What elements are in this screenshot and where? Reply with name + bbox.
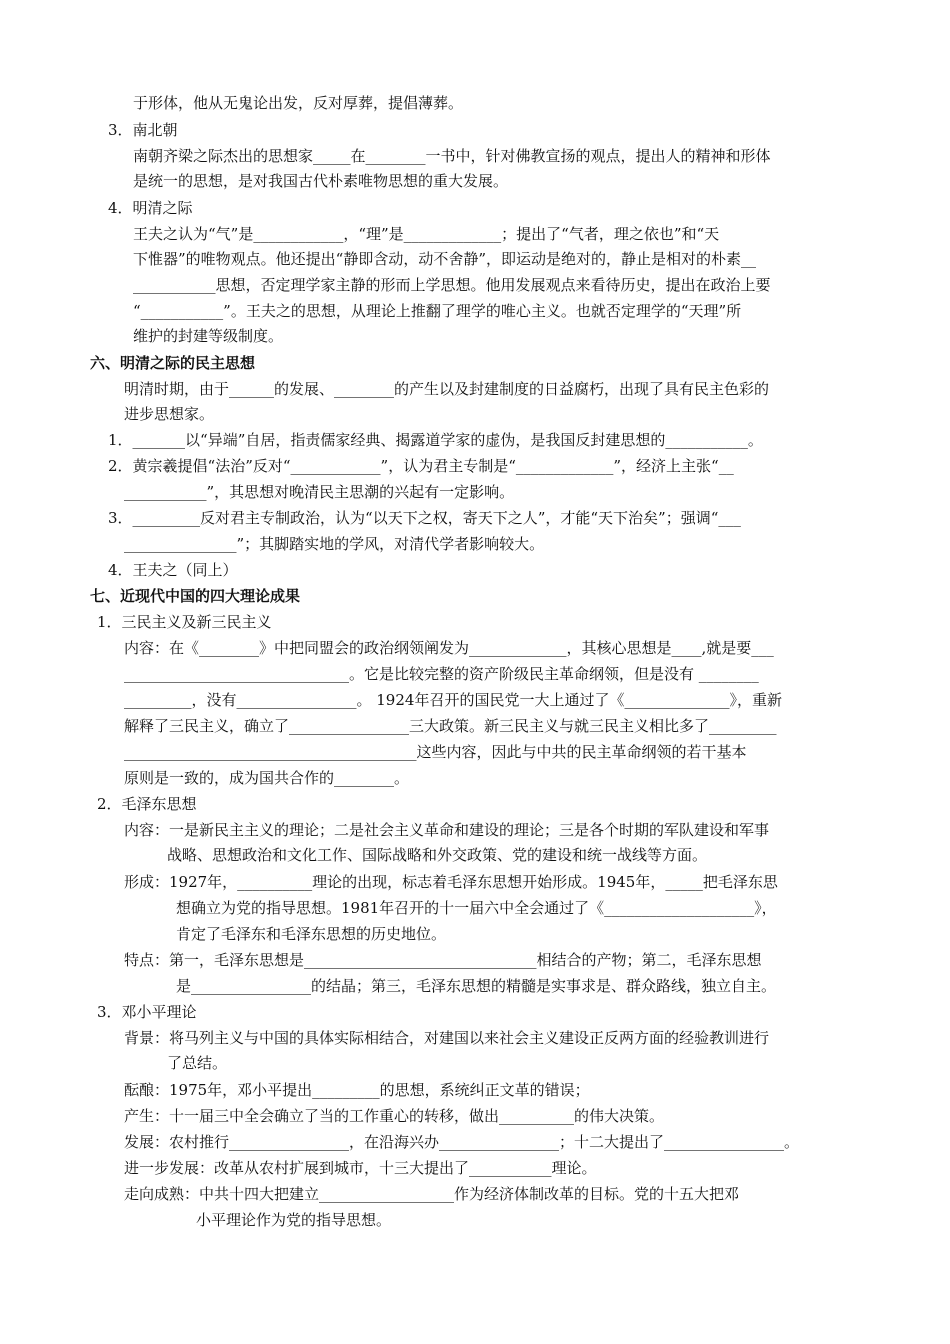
text-line: 小平理论作为党的指导思想。 bbox=[196, 1211, 392, 1229]
text-line: 特点：第一，毛泽东思想是_______________________________相结合的产物；第二，毛泽东思想 bbox=[124, 951, 762, 969]
text-line: _______________________________________这些内容，因此与中共的民主革命纲领的若干基本 bbox=[124, 743, 747, 761]
text-line: 走向成熟：中共十四大把建立__________________作为经济体制改革的目标。党的十五大把邓 bbox=[124, 1185, 740, 1203]
text-line: 2．毛泽东思想 bbox=[97, 795, 197, 813]
text-line: 4．王夫之（同上） bbox=[108, 561, 238, 579]
text-line: 于形体，他从无鬼论出发，反对厚葬，提倡薄葬。 bbox=[133, 94, 464, 112]
text-line: 酝酿：1975年，邓小平提出_________的思想，系统纠正文革的错误； bbox=[124, 1081, 590, 1099]
text-line: ___________”，其思想对晚清民主思潮的兴起有一定影响。 bbox=[124, 483, 515, 501]
text-line: 维护的封建等级制度。 bbox=[133, 327, 284, 345]
text-line: ___________思想，否定理学家主静的形而上学思想。他用发展观点来看待历史，提出在政治上要 bbox=[133, 276, 771, 294]
text-line: 产生：十一届三中全会确立了当的工作重心的转移，做出__________的伟大决策。 bbox=[124, 1107, 665, 1125]
text-line: 想确立为党的指导思想。1981年召开的十一届六中全会通过了《____________________》， bbox=[176, 899, 777, 917]
text-line: 内容：一是新民主主义的理论；二是社会主义革命和建设的理论；三是各个时期的军队建设和军事 bbox=[124, 821, 770, 839]
text-line: 进步思想家。 bbox=[124, 405, 215, 423]
text-line: 4．明清之际 bbox=[108, 199, 193, 217]
text-line: 王夫之认为“气”是____________，“理”是_____________；提出了“气者，理之依也”和“天 bbox=[133, 225, 720, 243]
text-line: 发展：农村推行________________，在沿海兴办________________；十二大提出了________________。 bbox=[124, 1133, 800, 1151]
text-line: 3．南北朝 bbox=[108, 121, 178, 139]
text-line: 3．_________反对君主专制政治，认为“以天下之权，寄天下之人”，才能“天下治矣”；强调“___ bbox=[108, 509, 741, 527]
text-line: 3．邓小平理论 bbox=[97, 1003, 197, 1021]
text-line: _________，没有________________。 1924年召开的国民党一大上通过了《______________》，重新 bbox=[124, 691, 782, 709]
text-line: 1．三民主义及新三民主义 bbox=[97, 613, 272, 631]
text-line: 原则是一致的，成为国共合作的________。 bbox=[124, 769, 410, 787]
text-line: 内容：在《________》中把同盟会的政治纲领阐发为_____________，其核心思想是____,就是要___ bbox=[124, 639, 774, 657]
section-heading: 六、明清之际的民主思想 bbox=[90, 354, 256, 372]
text-line: _______________”；其脚踏实地的学风，对清代学者影响较大。 bbox=[124, 535, 545, 553]
text-line: 1．_______以“异端”自居，指责儒家经典、揭露道学家的虚伪，是我国反封建思想的___________。 bbox=[108, 431, 763, 449]
text-line: 了总结。 bbox=[167, 1054, 228, 1072]
text-line: 形成：1927年，__________理论的出现，标志着毛泽东思想开始形成。1945年，_____把毛泽东思 bbox=[124, 873, 778, 891]
text-line: 是________________的结晶；第三，毛泽东思想的精髓是实事求是、群众路线，独立自主。 bbox=[176, 977, 777, 995]
text-line: 战略、思想政治和文化工作、国际战略和外交政策、党的建设和统一战线等方面。 bbox=[167, 846, 708, 864]
text-line: 肯定了毛泽东和毛泽东思想的历史地位。 bbox=[176, 925, 447, 943]
text-line: 解释了三民主义，确立了________________三大政策。新三民主义与就三民主义相比多了_________ bbox=[124, 717, 777, 735]
text-line: 明清时期，由于______的发展、________的产生以及封建制度的日益腐朽，出现了具有民主色彩的 bbox=[124, 380, 770, 398]
text-line: 2．黄宗羲提倡“法治”反对“____________”，认为君主专制是“_____________”，经济上主张“__ bbox=[108, 457, 734, 475]
text-line: ______________________________。它是比较完整的资产阶级民主革命纲领，但是没有 ________ bbox=[124, 665, 759, 683]
text-line: “___________”。王夫之的思想，从理论上推翻了理学的唯心主义。也就否定理学的“天理”所 bbox=[133, 302, 742, 320]
text-line: 进一步发展：改革从农村扩展到城市，十三大提出了___________理论。 bbox=[124, 1159, 597, 1177]
text-line: 背景：将马列主义与中国的具体实际相结合，对建国以来社会主义建设正反两方面的经验教训进行 bbox=[124, 1029, 770, 1047]
section-heading: 七、近现代中国的四大理论成果 bbox=[90, 587, 301, 605]
text-line: 下惟器”的唯物观点。他还提出“静即含动，动不舍静”，即运动是绝对的，静止是相对的朴素__ bbox=[133, 250, 757, 268]
text-line: 是统一的思想，是对我国古代朴素唯物思想的重大发展。 bbox=[133, 172, 509, 190]
text-line: 南朝齐梁之际杰出的思想家_____在________一书中，针对佛教宣扬的观点，提出人的精神和形体 bbox=[133, 147, 771, 165]
